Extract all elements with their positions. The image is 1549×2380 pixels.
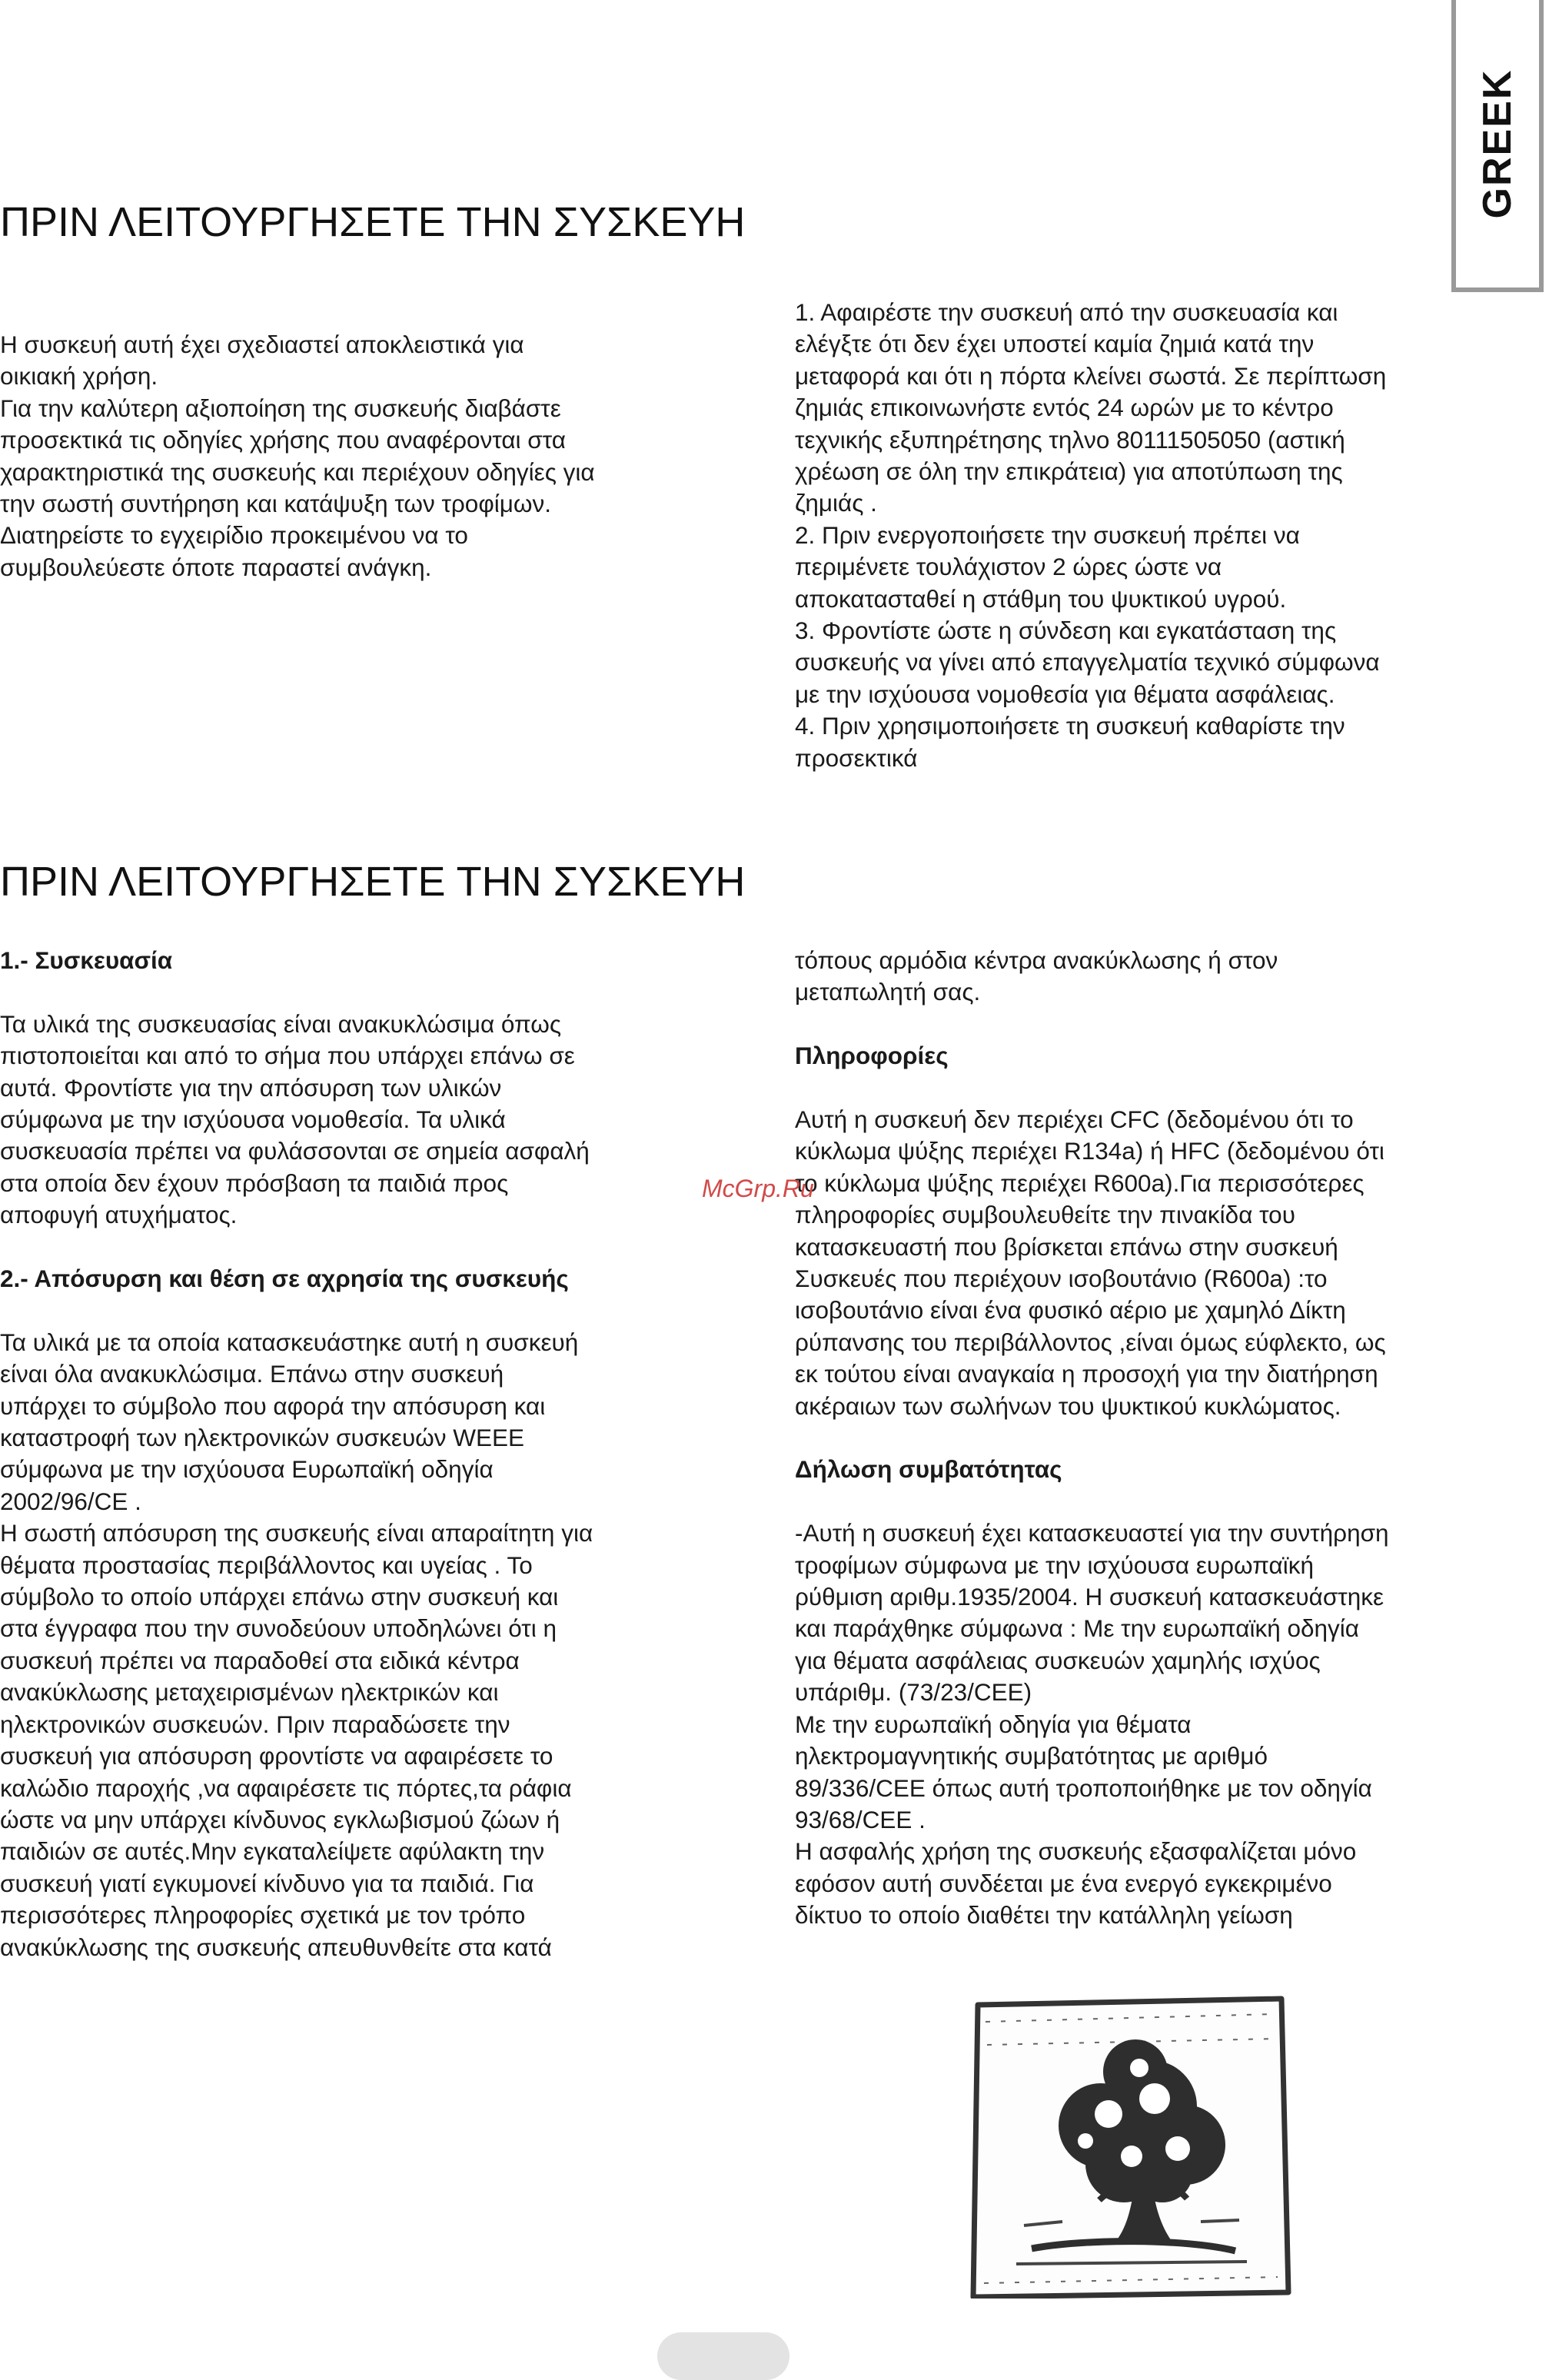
text-line: Με την ευρωπαϊκή οδηγία για θέματα bbox=[795, 1710, 1192, 1738]
language-tab bbox=[1451, 0, 1544, 292]
text-line: Η σωστή απόσυρση της συσκευής είναι απαραίτητη για bbox=[0, 1519, 593, 1547]
text-line: το κύκλωμα ψύξης περιέχει R600a).Για περισσότερες bbox=[795, 1168, 1365, 1197]
subsection-heading: 2.- Απόσυρση και θέση σε αχρησία της συσκευής bbox=[0, 1265, 569, 1293]
intro-right-line: τεχνικής εξυπηρέτησης τηλνο 80111505050 (αστική bbox=[795, 425, 1345, 454]
intro-right-line: ελέγξτε ότι δεν έχει υποστεί καμία ζημιά κατά την bbox=[795, 330, 1315, 358]
intro-right-line: 4. Πριν χρησιμοποιήσετε τη συσκευή καθαρίστε την bbox=[795, 712, 1345, 740]
text-line: ηλεκτρομαγνητικής συμβατότητας με αριθμό bbox=[795, 1742, 1268, 1770]
text-line: καλώδιο παροχής ,να αφαιρέσετε τις πόρτες,τα ράφια bbox=[0, 1773, 572, 1802]
text-line: ρύπανσης του περιβάλλοντος ,είναι όμως εύφλεκτο, ως bbox=[795, 1328, 1386, 1356]
text-line: ανακύκλωσης μεταχειρισμένων ηλεκτρικών και bbox=[0, 1678, 499, 1707]
text-line: Τα υλικά με τα οποία κατασκευάστηκε αυτή η συσκευή bbox=[0, 1328, 579, 1356]
text-line: ακέραιων των σωλήνων του ψυκτικού κυκλώματος. bbox=[795, 1391, 1341, 1420]
text-line: 89/336/CEE όπως αυτή τροποποιήθηκε με τον οδηγία bbox=[795, 1773, 1372, 1802]
paragraph-gap bbox=[795, 1009, 1533, 1040]
text-line: ώστε να μην υπάρχει κίνδυνος εγκλωβισμού ζώων ή bbox=[0, 1805, 560, 1833]
text-line: Η ασφαλής χρήση της συσκευής εξασφαλίζεται μόνο bbox=[795, 1837, 1357, 1866]
text-line: παιδιών σε αυτές.Μην εγκαταλείψετε αφύλακτη την bbox=[0, 1837, 545, 1866]
text-line: πιστοποιείται και από το σήμα που υπάρχει επάνω σε bbox=[0, 1042, 575, 1070]
intro-left-line: οικιακή χρήση. bbox=[0, 362, 158, 391]
paragraph-gap bbox=[0, 1232, 738, 1263]
text-line: συσκευή πρέπει να παραδοθεί στα ειδικά κέντρα bbox=[0, 1646, 520, 1674]
text-line: περισσότερες πληροφορίες σχετικά με τον τρόπο bbox=[0, 1901, 526, 1930]
text-line: στα έγγραφα που την συνοδεύουν υποδηλώνει ότι η bbox=[0, 1614, 557, 1643]
text-line: υπάρχει το σύμβολο που αφορά την απόσυρση και bbox=[0, 1391, 546, 1420]
text-line: κατασκευαστή που βρίσκεται επάνω στην συσκευή bbox=[795, 1232, 1338, 1261]
text-line: σύμφωνα με την ισχύουσα Ευρωπαϊκή οδηγία bbox=[0, 1455, 494, 1484]
intro-right-line: με την ισχύουσα νομοθεσία για θέματα ασφάλειας. bbox=[795, 680, 1335, 708]
text-line: για θέματα ασφάλειας συσκευών χαμηλής ισχύος bbox=[795, 1646, 1321, 1674]
text-line: 93/68/CEE . bbox=[795, 1805, 926, 1833]
text-line: Συσκευές που περιέχουν ισοβουτάνιο (R600a) :το bbox=[795, 1265, 1328, 1293]
text-line: σύμφωνα με την ισχύουσα νομοθεσία. Τα υλικά bbox=[0, 1105, 506, 1134]
text-line: αποφυγή ατυχήματος. bbox=[0, 1201, 238, 1229]
text-line: θέματα προστασίας περιβάλλοντος και υγείας . Το bbox=[0, 1551, 533, 1579]
intro-right-line: 3. Φροντίστε ώστε η σύνδεση και εγκατάσταση της bbox=[795, 617, 1337, 645]
text-line: συσκευασία πρέπει να φυλάσσονται σε σημεία ασφαλή bbox=[0, 1137, 590, 1165]
text-line: ισοβουτάνιο είναι ένα φυσικό αέριο με χαμηλό Δίκτη bbox=[795, 1296, 1346, 1325]
intro-right-line: περιμένετε τουλάχιστον 2 ώρες ώστε να bbox=[795, 553, 1222, 581]
intro-left-line: προσεκτικά τις οδηγίες χρήσης που αναφέρονται στα bbox=[0, 426, 566, 454]
intro-right-line: ζημιάς . bbox=[795, 489, 877, 517]
intro-left-column bbox=[0, 329, 738, 583]
recycling-tree-logo bbox=[970, 1991, 1293, 2299]
text-line: ρύθμιση αριθμ.1935/2004. Η συσκευή κατασκευάστηκε bbox=[795, 1583, 1384, 1611]
tree-icon bbox=[970, 1991, 1293, 2299]
text-line: κύκλωμα ψύξης περιέχει R134a) ή HFC (δεδομένου ότι bbox=[795, 1137, 1384, 1165]
subsection-heading: Δήλωση συμβατότητας bbox=[795, 1455, 1062, 1484]
intro-right-line: προσεκτικά bbox=[795, 743, 918, 772]
paragraph-gap bbox=[0, 976, 738, 1008]
text-line: ανακύκλωσης της συσκευής απευθυνθείτε στα κατά bbox=[0, 1933, 552, 1961]
intro-left-line: Για την καλύτερη αξιοποίηση της συσκευής διαβάστε bbox=[0, 394, 561, 422]
body-right-column bbox=[795, 945, 1533, 1932]
intro-right-line: 1. Αφαιρέστε την συσκευή από την συσκευασία και bbox=[795, 298, 1338, 326]
text-line: δίκτυο το οποίο διαθέτει την κατάλληλη γείωση bbox=[795, 1901, 1293, 1930]
intro-left-line: χαρακτηριστικά της συσκευής και περιέχουν οδηγίες για bbox=[0, 457, 595, 486]
section-title-1: ΠΡΙΝ ΛΕΙΤΟΥΡΓΗΣΕΤΕ ΤΗΝ ΣΥΣΚΕΥΗ bbox=[0, 199, 746, 245]
intro-right-line: χρέωση σε όλη την επικράτεια) για αποτύπωση της bbox=[795, 457, 1343, 486]
paragraph-gap bbox=[795, 1072, 1533, 1104]
intro-left-line: Διατηρείστε το εγχειρίδιο προκειμένου να το bbox=[0, 521, 468, 550]
text-line: μεταπωλητή σας. bbox=[795, 978, 981, 1006]
text-line: είναι όλα ανακυκλώσιμα. Επάνω στην συσκευή bbox=[0, 1360, 504, 1388]
paragraph-gap bbox=[795, 1422, 1533, 1454]
page-number-badge bbox=[657, 2332, 789, 2380]
text-line: Τα υλικά της συσκευασίας είναι ανακυκλώσιμα όπως bbox=[0, 1009, 562, 1038]
text-line: εκ τούτου είναι αναγκαία η προσοχή για την διατήρηση bbox=[795, 1360, 1378, 1388]
paragraph-gap bbox=[0, 1295, 738, 1326]
text-line: καταστροφή των ηλεκτρονικών συσκευών WEEE bbox=[0, 1424, 525, 1452]
text-line: ηλεκτρονικών συσκευών. Πριν παραδώσετε την bbox=[0, 1710, 510, 1738]
intro-left-line: συμβουλεύεστε όποτε παραστεί ανάγκη. bbox=[0, 553, 432, 581]
intro-right-line: συσκευής να γίνει από επαγγελματία τεχνικό σύμφωνα bbox=[795, 648, 1380, 676]
intro-right-line: 2. Πριν ενεργοποιήσετε την συσκευή πρέπει να bbox=[795, 520, 1300, 549]
text-line: τροφίμων σύμφωνα με την ισχύουσα ευρωπαϊκή bbox=[795, 1551, 1314, 1579]
language-tab-label: GREEK bbox=[1475, 68, 1520, 219]
text-line: συσκευή γιατί εγκυμονεί κίνδυνο για τα παιδιά. Για bbox=[0, 1869, 534, 1897]
text-line: συσκευή για απόσυρση φροντίστε να αφαιρέσετε το bbox=[0, 1742, 553, 1770]
subsection-heading: Πληροφορίες bbox=[795, 1042, 949, 1070]
text-line: 2002/96/CE . bbox=[0, 1487, 141, 1515]
intro-left-line: Η συσκευή αυτή έχει σχεδιαστεί αποκλειστικά για bbox=[0, 331, 524, 358]
text-line: πληροφορίες συμβουλευθείτε την πινακίδα του bbox=[795, 1201, 1295, 1229]
paragraph-gap bbox=[795, 1486, 1533, 1517]
intro-left-line: την σωστή συντήρηση και κατάψυξη των τροφίμων. bbox=[0, 490, 551, 518]
text-line: στα οποία δεν έχουν πρόσβαση τα παιδιά προς bbox=[0, 1168, 509, 1197]
subsection-heading: 1.- Συσκευασία bbox=[0, 946, 173, 974]
section-title-2: ΠΡΙΝ ΛΕΙΤΟΥΡΓΗΣΕΤΕ ΤΗΝ ΣΥΣΚΕΥΗ bbox=[0, 859, 746, 905]
text-line: σύμβολο το οποίο υπάρχει επάνω στην συσκευή και bbox=[0, 1583, 559, 1611]
watermark: McGrp.Ru bbox=[702, 1175, 814, 1202]
text-line: υπάριθμ. (73/23/CEE) bbox=[795, 1678, 1032, 1707]
intro-right-line: μεταφορά και ότι η πόρτα κλείνει σωστά. Σε περίπτωση bbox=[795, 361, 1387, 390]
intro-right-line: αποκατασταθεί η στάθμη του ψυκτικού υγρού. bbox=[795, 584, 1287, 613]
intro-right-line: ζημιάς επικοινωνήστε εντός 24 ωρών με το κέντρο bbox=[795, 394, 1334, 422]
text-line: τόπους αρμόδια κέντρα ανακύκλωσης ή στον bbox=[795, 946, 1278, 974]
text-line: αυτά. Φροντίστε για την απόσυρση των υλικών bbox=[0, 1073, 502, 1102]
text-line: Αυτή η συσκευή δεν περιέχει CFC (δεδομένου ότι το bbox=[795, 1105, 1354, 1133]
intro-right-column bbox=[795, 297, 1533, 774]
text-line: και παράχθηκε σύμφωνα : Με την ευρωπαϊκή οδηγία bbox=[795, 1614, 1360, 1643]
text-line: εφόσον αυτή συνδέεται με ένα ενεργό εγκεκριμένο bbox=[795, 1869, 1332, 1897]
text-line: -Αυτή η συσκευή έχει κατασκευαστεί για την συντήρηση bbox=[795, 1519, 1389, 1547]
body-left-column bbox=[0, 945, 738, 1963]
